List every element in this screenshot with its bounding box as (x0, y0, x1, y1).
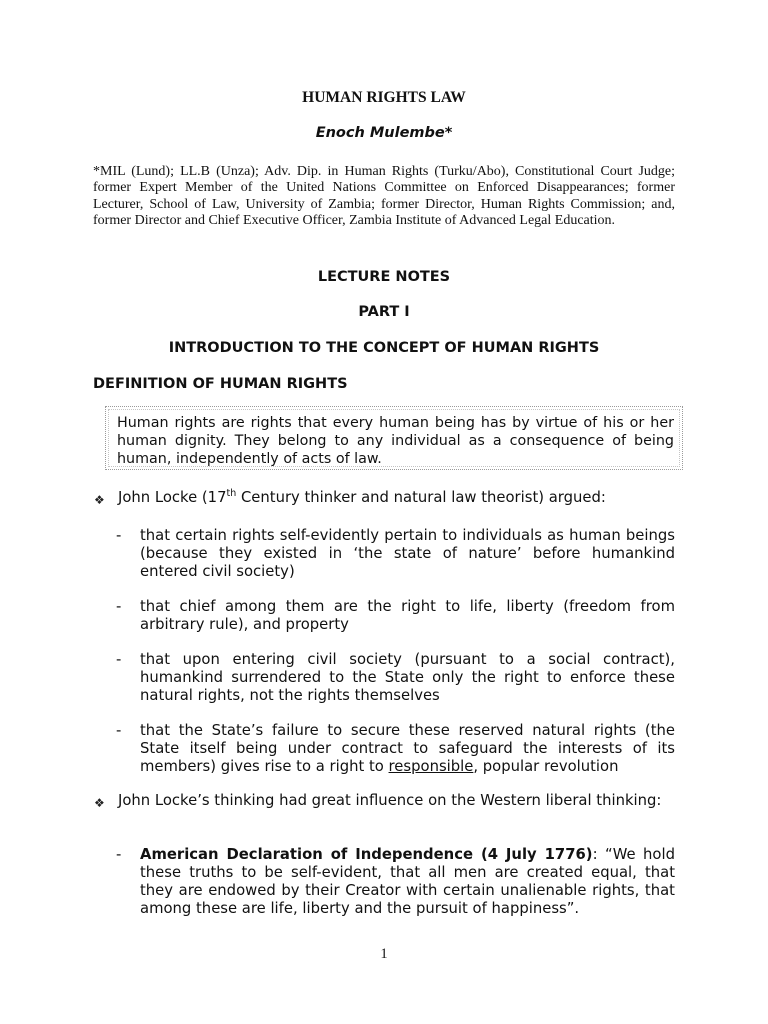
definition-box (105, 406, 683, 470)
bullet-text: John Locke’s thinking had great influence on the Western liberal thinking: (118, 792, 662, 809)
page-number: 1 (380, 946, 388, 962)
bullet-item-locke (93, 489, 675, 507)
dash-mark: - (116, 527, 122, 544)
author-name: Enoch Mulembe* (315, 125, 453, 141)
superscript: th (226, 488, 237, 500)
bullet-text-part: Century thinker and natural law theorist) argued: (236, 489, 606, 506)
lecture-notes-heading: LECTURE NOTES (317, 269, 451, 285)
dash-item-text (140, 722, 675, 776)
introduction-heading: INTRODUCTION TO THE CONCEPT OF HUMAN RIGHTS (168, 340, 600, 356)
bullet-text (118, 489, 675, 507)
dash-mark: - (116, 722, 122, 739)
declaration-quote: : “We hold these truths to be self-evident, that all men are created equal, that they are endowed by their Creator with certain unalienable rights, that among these are life, liberty and the pursuit of happiness”. (140, 846, 675, 917)
dash-item (116, 598, 675, 634)
dash-item (116, 527, 675, 581)
dash-mark: - (116, 651, 122, 668)
dash-item-text: that certain rights self-evidently pertain to individuals as human beings (because they existed in ‘the state of nature’ before humankind entered civil society) (140, 527, 675, 580)
diamond-bullet-icon: ❖ (94, 796, 105, 810)
underlined-word: responsible (388, 758, 474, 775)
dash-item-text (140, 846, 675, 918)
diamond-bullet-icon: ❖ (94, 493, 105, 507)
author-credentials-note: *MIL (Lund); LL.B (Unza); Adv. Dip. in Human Rights (Turku/Abo), Constitutional Court Judge; former Expert Member of the United Nations Committee on Enforced Disappearances; former Lecturer, School of Law, University of Zambia; former Director, Human Rights Commission; and, former Director and Chief Executive Officer, Zambia Institute of Advanced Legal Education. (93, 164, 675, 228)
dash-item-text: that upon entering civil society (pursuant to a social contract), humankind surrendered to the State only the right to enforce these natural rights, not the rights themselves (140, 651, 675, 704)
dash-item-text: that chief among them are the right to life, liberty (freedom from arbitrary rule), and property (140, 598, 675, 633)
definition-text: Human rights are rights that every human being has by virtue of his or her human dignity. They belong to any individual as a consequence of being human, independently of acts of law. (117, 415, 674, 467)
dash-mark: - (116, 598, 122, 615)
bullet-text-part: John Locke (17 (118, 489, 227, 506)
dash-item (116, 846, 675, 918)
dash-item (116, 651, 675, 705)
document-title: HUMAN RIGHTS LAW (302, 89, 466, 106)
definition-heading: DEFINITION OF HUMAN RIGHTS (93, 376, 348, 392)
dash-text-part: that the State’s failure to secure these reserved natural rights (the State itself being under contract to safeguard the interests of its members) gives rise to a right to (140, 722, 675, 775)
dash-text-part: , popular revolution (473, 758, 619, 775)
declaration-title: American Declaration of Independence (4 July 1776) (140, 846, 593, 863)
dash-mark: - (116, 846, 122, 863)
dash-item (116, 722, 675, 776)
part-heading: PART I (358, 304, 410, 320)
bullet-item-influence (93, 792, 675, 810)
